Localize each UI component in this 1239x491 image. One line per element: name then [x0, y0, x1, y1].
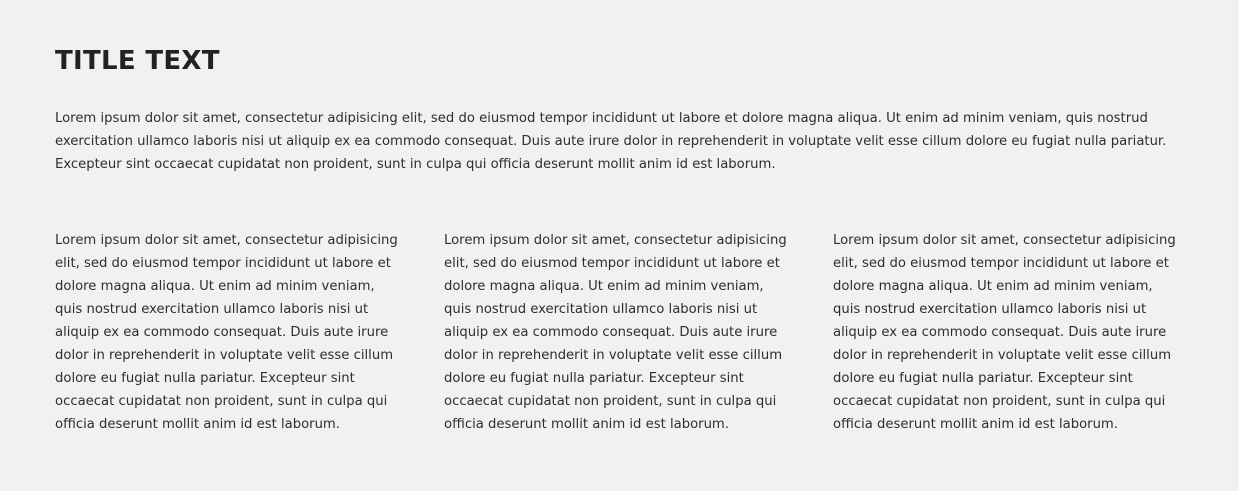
- column-text-1: Lorem ipsum dolor sit amet, consectetur adipisicing elit, sed do eiusmod tempor incididunt ut labore et dolore magna aliqua. Ut enim ad minim veniam, quis nostrud exercitation ullamco laboris nisi ut aliquip ex ea commodo consequat. Duis aute irure dolor in reprehenderit in voluptate velit esse cillum dolore eu fugiat nulla pariatur. Excepteur sint occaecat cupidatat non proident, sunt in culpa qui officia deserunt mollit anim id est laborum.: [55, 233, 398, 432]
- page-title: TITLE TEXT: [55, 46, 220, 76]
- column-text-2: Lorem ipsum dolor sit amet, consectetur adipisicing elit, sed do eiusmod tempor incididunt ut labore et dolore magna aliqua. Ut enim ad minim veniam, quis nostrud exercitation ullamco laboris nisi ut aliquip ex ea commodo consequat. Duis aute irure dolor in reprehenderit in voluptate velit esse cillum dolore eu fugiat nulla pariatur. Excepteur sint occaecat cupidatat non proident, sunt in culpa qui officia deserunt mollit anim id est laborum.: [444, 233, 787, 432]
- text-columns: [55, 229, 1195, 436]
- intro-paragraph: Lorem ipsum dolor sit amet, consectetur adipisicing elit, sed do eiusmod tempor incididunt ut labore et dolore magna aliqua. Ut enim ad minim veniam, quis nostrud exercitation ullamco laboris nisi ut aliquip ex ea commodo consequat. Duis aute irure dolor in reprehenderit in voluptate velit esse cillum dolore eu fugiat nulla pariatur. Excepteur sint occaecat cupidatat non proident, sunt in culpa qui officia deserunt mollit anim id est laborum.: [55, 111, 1167, 172]
- column-text-3: Lorem ipsum dolor sit amet, consectetur adipisicing elit, sed do eiusmod tempor incididunt ut labore et dolore magna aliqua. Ut enim ad minim veniam, quis nostrud exercitation ullamco laboris nisi ut aliquip ex ea commodo consequat. Duis aute irure dolor in reprehenderit in voluptate velit esse cillum dolore eu fugiat nulla pariatur. Excepteur sint occaecat cupidatat non proident, sunt in culpa qui officia deserunt mollit anim id est laborum.: [833, 233, 1176, 432]
